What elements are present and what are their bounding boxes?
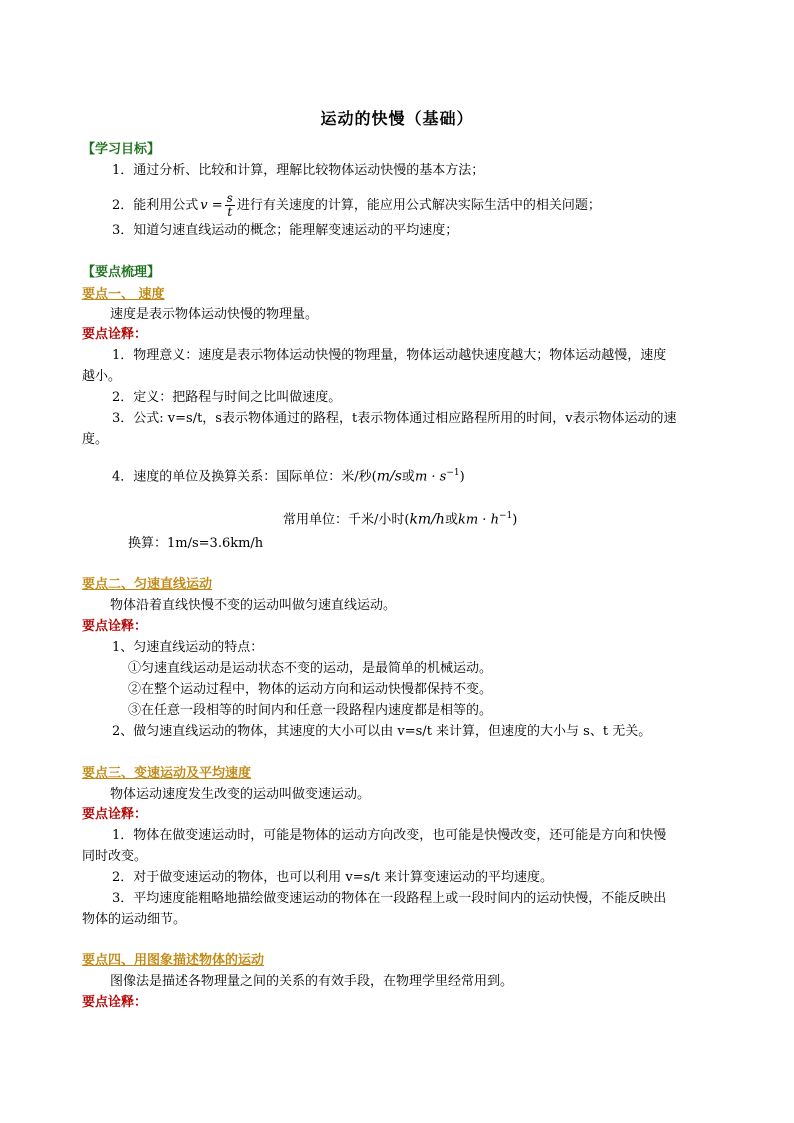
point3-line2: 2．对于做变速运动的物体，也可以利用 v=s/t 来计算变速运动的平均速度。	[112, 870, 554, 885]
goal-2-prefix: 2．能利用公式	[112, 197, 199, 213]
goal-2	[112, 192, 601, 219]
point1-line3b: 度。	[82, 432, 109, 447]
point1-units-common	[283, 506, 517, 530]
point2-intro: 物体沿着直线快慢不变的运动叫做匀速直线运动。	[110, 598, 397, 613]
unit-or-1: 或	[401, 469, 415, 485]
point1-intro: 速度是表示物体运动快慢的物理量。	[110, 307, 319, 322]
formula-fraction	[225, 192, 235, 219]
point3-intro: 物体运动速度发生改变的运动叫做变速运动。	[110, 787, 371, 802]
unit-kmph: km/h	[409, 511, 445, 528]
formula-numerator: s	[226, 191, 233, 205]
point1-note: 要点诠释：	[82, 327, 148, 342]
point4-heading-text: 要点四、用图象描述物体的运动	[82, 953, 265, 968]
point2-sub1: ①匀速直线运动是运动状态不变的运动，是最简单的机械运动。	[128, 661, 493, 676]
point1-conversion: 换算：1m/s=3.6km/h	[128, 536, 264, 551]
summary-heading: 【要点梳理】	[82, 265, 161, 280]
units-common-label: 常用单位：千米/小时(	[283, 512, 410, 528]
point3-note: 要点诠释：	[82, 807, 148, 822]
point3-line3b: 物体的运动细节。	[82, 912, 187, 927]
point2-sub2: ②在整个运动过程中，物体的运动方向和运动快慢都保持不变。	[128, 682, 493, 697]
point2-line2: 2、做匀速直线运动的物体，其速度的大小可以由 v=s/t 来计算，但速度的大小与 s、t 无关。	[112, 724, 652, 739]
goals-heading: 【学习目标】	[82, 142, 161, 157]
point1-units-international	[112, 463, 465, 487]
goal-2-suffix: 进行有关速度的计算，能应用公式解决实际生活中的相关问题；	[236, 197, 601, 213]
point2-sub3: ③在任意一段相等的时间内和任意一段路程内速度都是相等的。	[128, 703, 493, 718]
point1-line1b: 越小。	[82, 369, 122, 384]
formula-denominator: t	[227, 205, 233, 219]
unit-sup-1: −1	[446, 468, 460, 478]
unit-sup-2: −1	[498, 511, 513, 521]
point1-heading-text: 要点一、 速度	[82, 287, 165, 302]
point2-heading-text: 要点二、匀速直线运动	[82, 577, 213, 592]
unit-or-2: 或	[444, 512, 458, 528]
point2-line1: 1、匀速直线运动的特点：	[112, 640, 264, 655]
point3-line1b: 同时改变。	[82, 849, 148, 864]
units-international-label: 4．速度的单位及换算关系：国际单位：米/秒(	[112, 469, 377, 485]
point4-note: 要点诠释：	[82, 995, 148, 1010]
point4-intro: 图像法是描述各物理量之间的关系的有效手段，在物理学里经常用到。	[110, 974, 514, 989]
goal-1: 1．通过分析、比较和计算，理解比较物体运动快慢的基本方法；	[112, 163, 485, 178]
point1-line2: 2．定义：把路程与时间之比叫做速度。	[112, 390, 342, 405]
point3-heading	[82, 764, 251, 784]
unit-close-2: )	[512, 512, 518, 528]
unit-mps: m/s	[376, 468, 402, 485]
unit-m-s-inv: m · s	[414, 469, 447, 485]
point2-note: 要点诠释：	[82, 619, 148, 634]
point3-line3: 3．平均速度能粗略地描绘做变速运动的物体在一段路程上或一段时间内的运动快慢，不能反映出	[112, 891, 667, 906]
point1-line3: 3．公式: v=s/t，s表示物体通过的路程，t表示物体通过相应路程所用的时间，v表示物体运动的速	[112, 411, 677, 426]
point2-heading	[82, 575, 212, 595]
goal-3: 3．知道匀速直线运动的概念；能理解变速运动的平均速度；	[112, 223, 459, 238]
unit-close-1: )	[459, 469, 465, 485]
point4-heading	[82, 951, 264, 971]
formula-lhs: v =	[200, 197, 223, 213]
point3-heading-text: 要点三、变速运动及平均速度	[82, 766, 252, 781]
unit-km-h-inv: km · h	[457, 512, 499, 528]
page-title: 运动的快慢（基础）	[320, 109, 474, 128]
point1-line1: 1．物理意义：速度是表示物体运动快慢的物理量，物体运动越快速度越大；物体运动越慢，速度	[112, 348, 667, 363]
point3-line1: 1．物体在做变速运动时，可能是物体的运动方向改变，也可能是快慢改变，还可能是方向和快慢	[112, 828, 667, 843]
point1-heading	[82, 285, 165, 305]
